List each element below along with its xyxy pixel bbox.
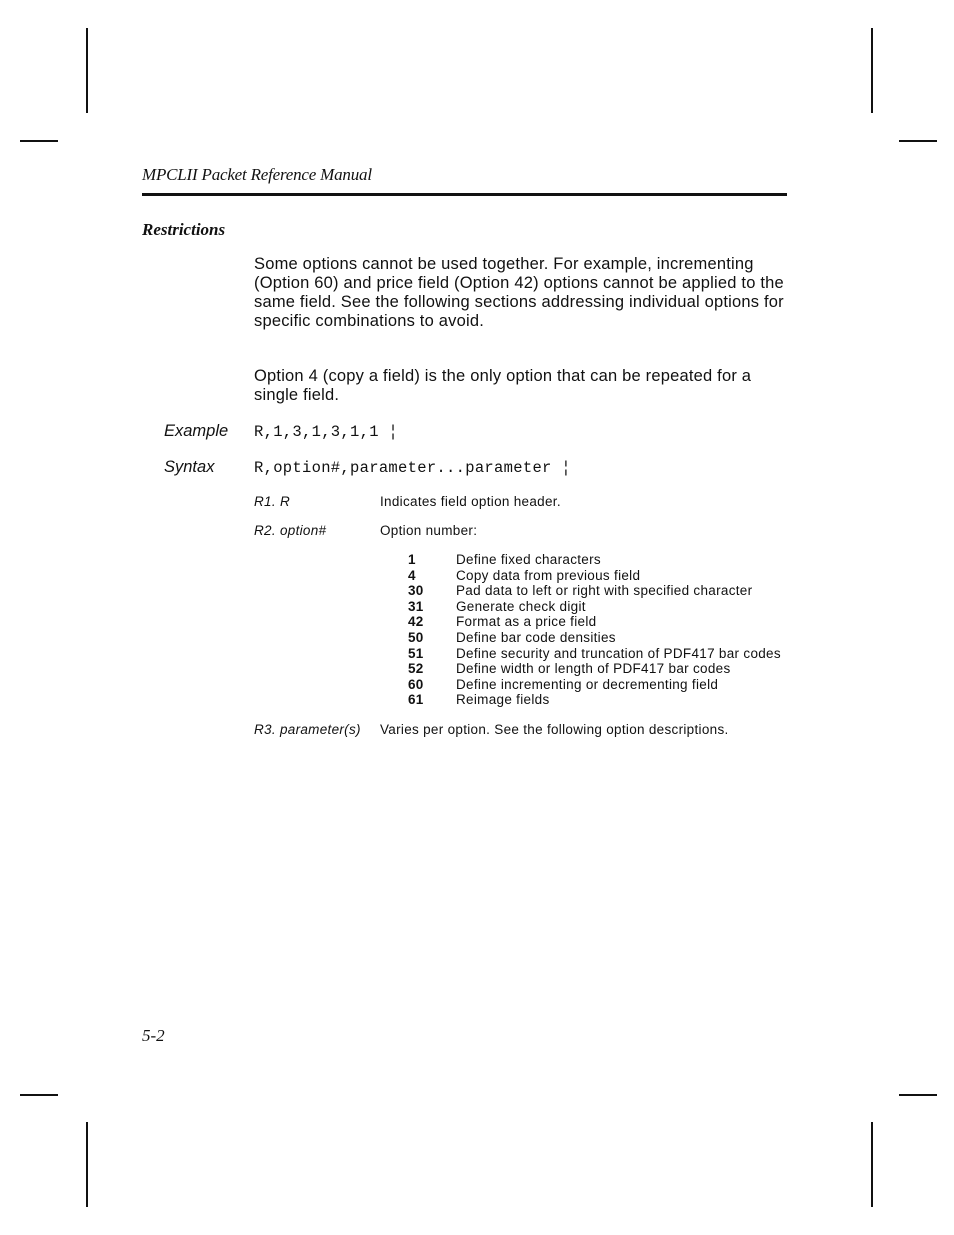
header-rule xyxy=(142,193,787,196)
crop-mark-top-left-vertical xyxy=(86,28,88,113)
param-r3-description: Varies per option. See the following option descriptions. xyxy=(380,722,729,737)
option-description: Copy data from previous field xyxy=(456,567,641,583)
param-r2-name: R2. option# xyxy=(254,523,327,538)
option-number: 31 xyxy=(408,598,424,614)
option-description: Define incrementing or decrementing field xyxy=(456,676,719,692)
option-number: 42 xyxy=(408,614,424,630)
crop-mark-bottom-right-horizontal xyxy=(899,1094,937,1096)
syntax-code: R,option#,parameter...parameter ¦ xyxy=(254,459,571,477)
crop-mark-top-left-horizontal xyxy=(20,140,58,142)
param-r2-description: Option number: xyxy=(380,523,478,538)
option-description: Define bar code densities xyxy=(456,629,616,645)
option-description: Generate check digit xyxy=(456,598,586,614)
running-header: MPCLII Packet Reference Manual xyxy=(142,165,372,184)
option-number: 61 xyxy=(408,692,424,708)
crop-mark-bottom-left-vertical xyxy=(86,1122,88,1207)
option-description: Pad data to left or right with specified character xyxy=(456,583,753,599)
crop-mark-top-right-horizontal xyxy=(899,140,937,142)
crop-mark-bottom-right-vertical xyxy=(871,1122,873,1207)
syntax-label: Syntax xyxy=(164,458,215,476)
crop-mark-bottom-left-horizontal xyxy=(20,1094,58,1096)
page-number: 5-2 xyxy=(142,1026,165,1045)
option-description: Define fixed characters xyxy=(456,552,601,567)
option-number: 30 xyxy=(408,583,424,599)
option-description: Reimage fields xyxy=(456,692,550,708)
option-number: 51 xyxy=(408,645,424,661)
option-number: 52 xyxy=(408,661,424,677)
example-code: R,1,3,1,3,1,1 ¦ xyxy=(254,423,399,441)
param-r1-description: Indicates field option header. xyxy=(380,494,561,509)
option-description: Define width or length of PDF417 bar codes xyxy=(456,661,731,677)
example-label: Example xyxy=(164,422,229,440)
param-r1-name: R1. R xyxy=(254,494,291,509)
crop-mark-top-right-vertical xyxy=(871,28,873,113)
restrictions-paragraph-1: Some options cannot be used together. For example, incrementing (Option 60) and price field (Option 42) options cannot be applied to the same field. See the following sections addressing individual options for specific combinations to avoid. xyxy=(254,255,784,330)
option-description: Define security and truncation of PDF417 bar codes xyxy=(456,645,781,661)
section-heading: Restrictions xyxy=(142,220,226,239)
option-number: 60 xyxy=(408,676,424,692)
restrictions-paragraph-2: Option 4 (copy a field) is the only option that can be repeated for a single field. xyxy=(254,367,752,404)
option-number: 4 xyxy=(408,567,416,583)
option-description: Format as a price field xyxy=(456,614,597,630)
param-r3-name: R3. parameter(s) xyxy=(254,722,361,737)
option-number: 1 xyxy=(408,552,416,567)
option-number: 50 xyxy=(408,629,424,645)
